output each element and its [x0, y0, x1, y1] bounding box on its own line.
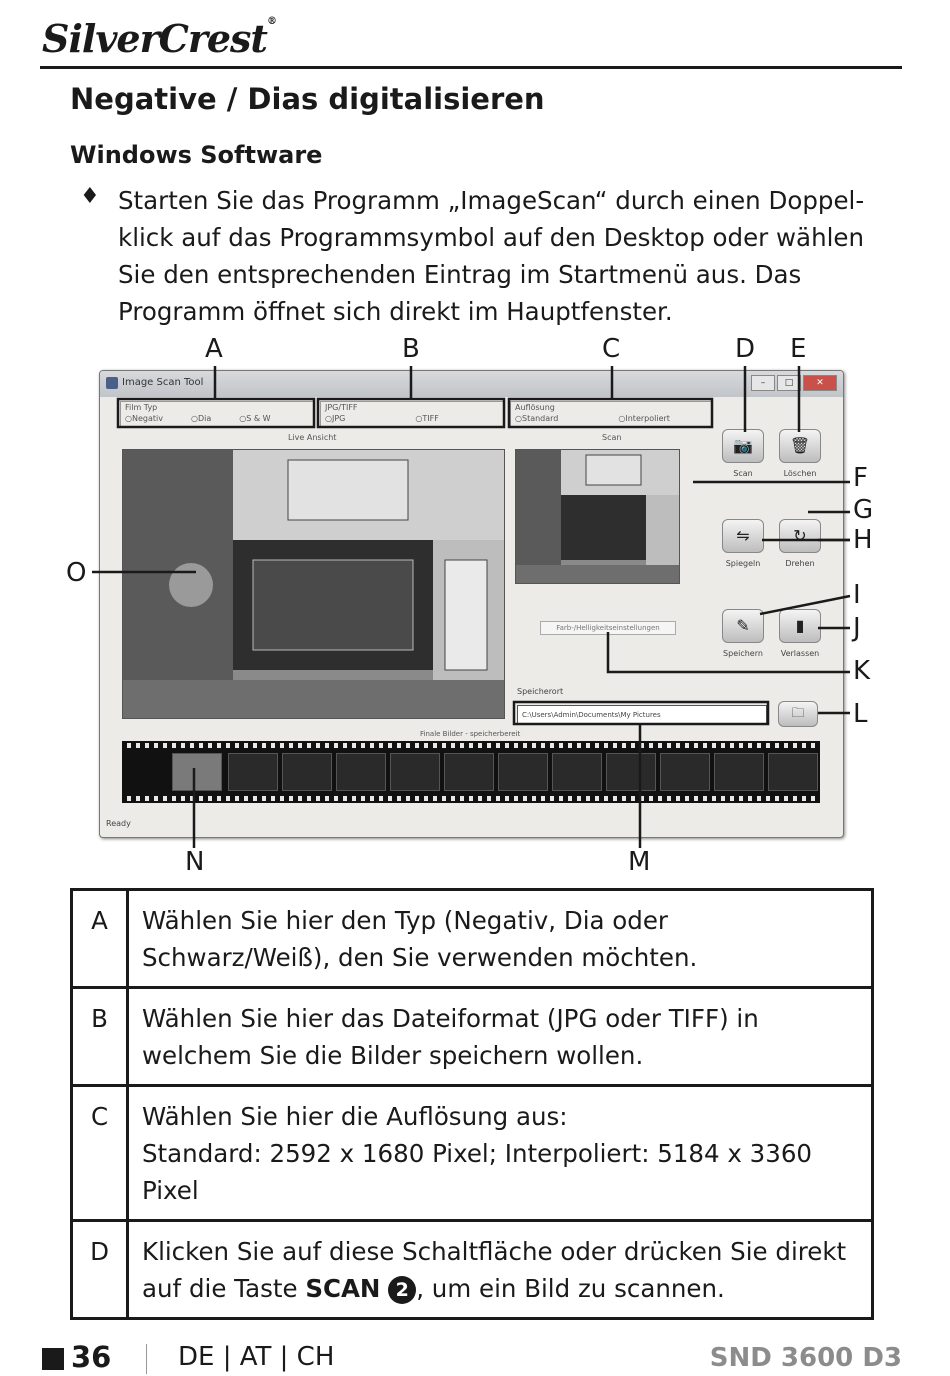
- film-type-label: Film Typ: [125, 403, 158, 412]
- callout-l: L: [853, 699, 868, 729]
- row-key: B: [72, 988, 128, 1086]
- rotate-icon: ↻: [793, 526, 807, 545]
- row-key: C: [72, 1086, 128, 1221]
- callout-i: I: [853, 580, 861, 610]
- table-row: [72, 890, 873, 988]
- description-table: [70, 888, 874, 1320]
- callout-n: N: [185, 847, 205, 877]
- window-title: Image Scan Tool: [122, 377, 204, 388]
- callout-h: H: [853, 525, 873, 555]
- callout-c: C: [602, 334, 621, 364]
- camera-icon: 📷: [733, 436, 753, 455]
- mirror-button-label: Spiegeln: [725, 559, 761, 568]
- radio-negativ[interactable]: ○ Negativ: [125, 414, 163, 423]
- callout-b: B: [402, 334, 420, 364]
- row-text: [128, 1221, 873, 1319]
- save-path-field[interactable]: C:\Users\Admin\Documents\My Pictures: [517, 705, 767, 725]
- exit-button-label: Verlassen: [780, 649, 820, 658]
- registered-mark: ®: [266, 16, 276, 27]
- intro-paragraph: Starten Sie das Programm „ImageScan“ durch einen Doppel-klick auf das Programmsymbol auf den Desktop oder wählen Sie den entsprechenden Eintrag im Startmenü aus. Das Programm öffnet sich direkt im Hauptfenster.: [118, 186, 865, 326]
- rotate-button-label: Drehen: [785, 559, 815, 568]
- page-number: 36: [71, 1340, 112, 1374]
- radio-dia[interactable]: ○ Dia: [191, 414, 211, 423]
- radio-tiff[interactable]: ○ TIFF: [415, 414, 438, 423]
- resolution-label: Auflösung: [515, 403, 555, 412]
- callout-f: F: [853, 463, 868, 493]
- save-icon: ✎: [736, 616, 750, 635]
- number-2-circle-icon: 2: [388, 1276, 416, 1304]
- brand-name: SilverCrest: [42, 16, 267, 61]
- scan-key-label: SCAN: [305, 1274, 381, 1303]
- maximize-icon[interactable]: □: [777, 375, 801, 391]
- scan-label: Scan: [602, 433, 622, 442]
- callout-j: J: [853, 613, 861, 643]
- close-icon[interactable]: ✕: [803, 375, 837, 391]
- radio-interpoliert[interactable]: ○ Interpoliert: [618, 414, 670, 423]
- save-button-label: Speichern: [723, 649, 763, 658]
- row-key: D: [72, 1221, 128, 1319]
- delete-button-label: Löschen: [783, 469, 817, 478]
- page-marker-square: [42, 1348, 64, 1370]
- row-text-part: , um ein Bild zu scannen.: [416, 1274, 725, 1303]
- callout-k: K: [853, 656, 871, 686]
- minimize-icon[interactable]: –: [751, 375, 775, 391]
- bullet-icon: ♦: [80, 184, 100, 209]
- section-subtitle: Windows Software: [70, 141, 323, 169]
- row-text: Wählen Sie hier das Dateiformat (JPG oder TIFF) in welchem Sie die Bilder speichern wollen.: [128, 988, 873, 1086]
- row-text: [128, 1086, 873, 1221]
- format-label: JPG/TIFF: [325, 403, 358, 412]
- row-text: Wählen Sie hier den Typ (Negativ, Dia oder Schwarz/Weiß), den Sie verwenden möchten.: [128, 890, 873, 988]
- row-key: A: [72, 890, 128, 988]
- radio-standard[interactable]: ○ Standard: [515, 414, 558, 423]
- save-path-label: Speicherort: [517, 687, 564, 696]
- page-title: Negative / Dias digitalisieren: [70, 82, 545, 116]
- row-text-part: Klicken Sie auf diese Schaltfläche oder drücken Sie direkt auf die Taste: [142, 1237, 847, 1303]
- row-text-line: Standard: 2592 x 1680 Pixel; Interpoliert: 5184 x 3360 Pixel: [142, 1139, 813, 1205]
- live-view-label: Live Ansicht: [288, 433, 337, 442]
- radio-sw[interactable]: ○ S & W: [239, 414, 270, 423]
- row-text-line: Wählen Sie hier die Auflösung aus:: [142, 1102, 568, 1131]
- exit-door-icon: ▮: [795, 616, 805, 635]
- film-strip-caption: Finale Bilder - speicherbereit: [420, 730, 521, 738]
- color-settings-button[interactable]: Farb-/Helligkeitseinstellungen: [540, 621, 676, 635]
- callout-d: D: [735, 334, 756, 364]
- scan-button-label: Scan: [733, 469, 753, 478]
- callout-e: E: [790, 334, 807, 364]
- callout-m: M: [628, 847, 651, 877]
- table-row: [72, 1086, 873, 1221]
- radio-jpg[interactable]: ○ JPG: [325, 414, 345, 423]
- mirror-icon: ⇋: [736, 526, 750, 545]
- footer-divider: [146, 1344, 147, 1374]
- trash-icon: 🗑: [789, 436, 811, 455]
- table-row: [72, 988, 873, 1086]
- callout-a: A: [205, 334, 223, 364]
- callout-o: O: [66, 558, 87, 588]
- language-codes: DE | AT | CH: [178, 1342, 335, 1372]
- callout-g: G: [853, 495, 874, 525]
- model-number: SND 3600 D3: [709, 1343, 902, 1373]
- folder-icon: 🗀: [791, 706, 805, 721]
- status-bar: Ready: [106, 819, 131, 828]
- table-row: [72, 1221, 873, 1319]
